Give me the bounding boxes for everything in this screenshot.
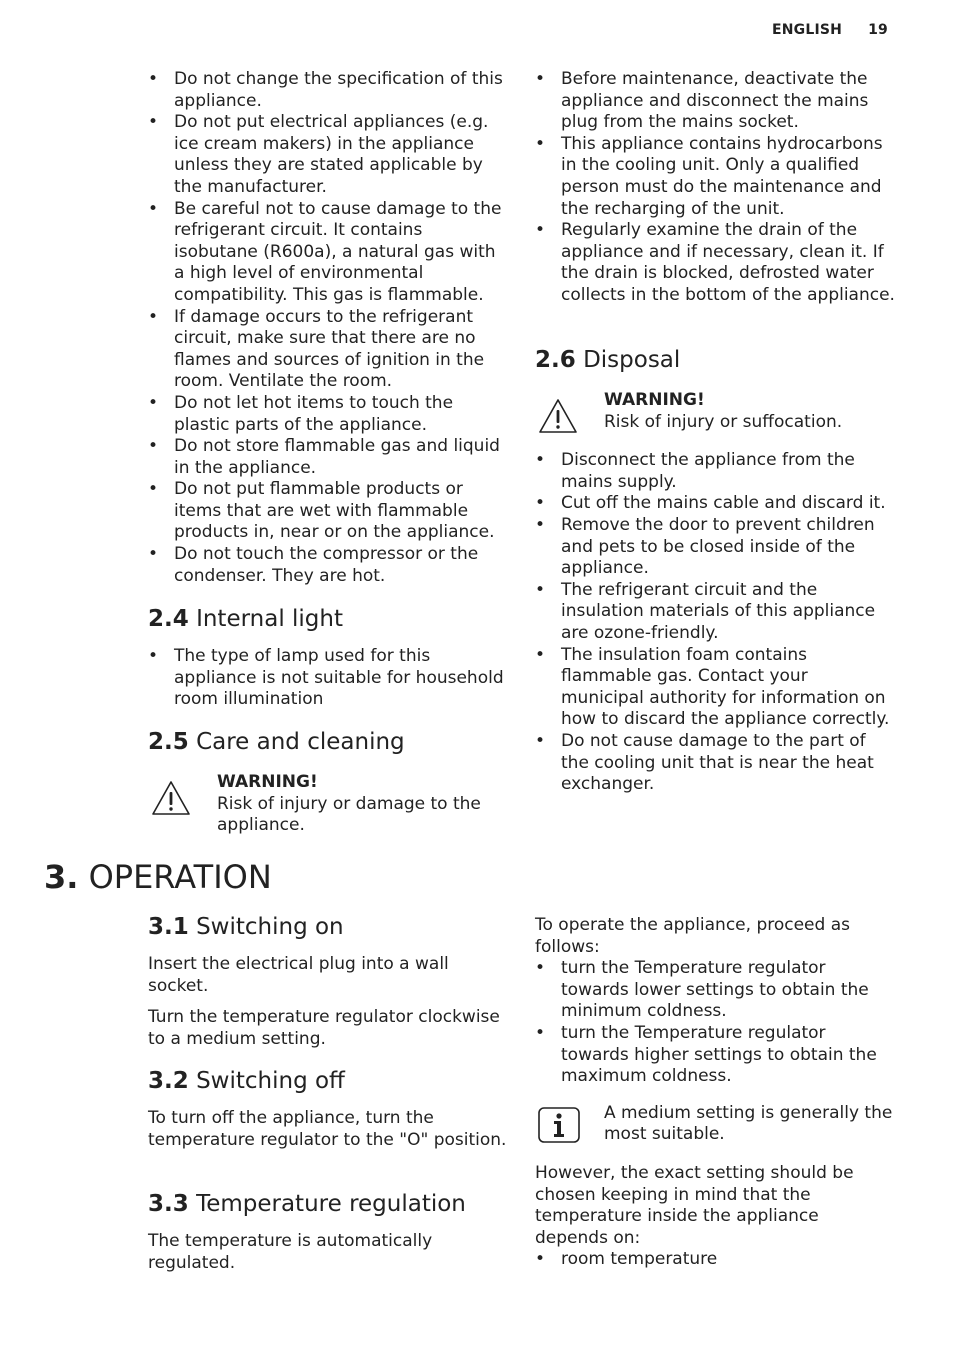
maintenance-list xyxy=(535,69,895,307)
internal-light-list xyxy=(148,646,508,711)
safety-list xyxy=(148,69,508,587)
section-heading: 2.4 Internal light xyxy=(148,606,343,632)
list-item: • Before maintenance, deactivate the appliance and disconnect the mains plug from the mains socket. xyxy=(535,69,895,134)
list-item: • Do not put electrical appliances (e.g. ice cream makers) in the appliance unless they are stated applicable by the manufacturer. xyxy=(148,112,508,198)
info-box xyxy=(535,1103,895,1146)
page-number: 19 xyxy=(868,22,888,38)
list-item: • Do not touch the compressor or the condenser. They are hot. xyxy=(148,544,508,587)
right-column-bottom xyxy=(535,915,895,1271)
list-item: • Disconnect the appliance from the mains supply. xyxy=(535,450,895,493)
section-heading: 3.1 Switching on xyxy=(148,914,344,940)
warning-title: WARNING! xyxy=(604,390,705,410)
section-heading: 2.5 Care and cleaning xyxy=(148,729,405,755)
list-item: • The insulation foam contains flammable gas. Contact your municipal authority for information on how to discard the appliance correctly. xyxy=(535,645,895,731)
warning-text: Risk of injury or suffocation. xyxy=(604,411,843,432)
list-item: • room temperature xyxy=(535,1249,895,1271)
list-item: • Cut off the mains cable and discard it. xyxy=(535,493,895,515)
paragraph: The temperature is automatically regulated. xyxy=(148,1231,433,1273)
list-item: • Regularly examine the drain of the appliance and if necessary, clean it. If the drain is blocked, defrosted water collects in the bottom of the appliance. xyxy=(535,220,895,306)
list-item: • Remove the door to prevent children and pets to be closed inside of the appliance. xyxy=(535,515,895,580)
list-item: • This appliance contains hydrocarbons in the cooling unit. Only a qualified person must do the maintenance and the recharging of the unit. xyxy=(535,134,895,220)
list-item: • The refrigerant circuit and the insulation materials of this appliance are ozone-friendly. xyxy=(535,580,895,645)
section-heading: 3.2 Switching off xyxy=(148,1068,345,1094)
paragraph: To turn off the appliance, turn the temperature regulator to the "O" position. xyxy=(148,1108,507,1150)
list-item: • Be careful not to cause damage to the refrigerant circuit. It contains isobutane (R600a), a natural gas with a high level of environmental compatibility. This gas is flammable. xyxy=(148,199,508,307)
warning-box xyxy=(148,772,508,837)
chapter-heading: 3. OPERATION xyxy=(44,858,272,896)
info-icon xyxy=(538,1107,580,1150)
right-column-top xyxy=(535,69,895,307)
warning-text: Risk of injury or damage to the appliance. xyxy=(217,793,481,836)
left-column-top xyxy=(148,69,508,587)
info-text: A medium setting is generally the most suitable. xyxy=(604,1102,893,1145)
section-2-5 xyxy=(148,728,508,837)
warning-title: WARNING! xyxy=(217,772,318,792)
section-2-4 xyxy=(148,605,508,711)
page-header xyxy=(772,22,888,38)
section-3-2 xyxy=(148,1067,508,1151)
section-3-3 xyxy=(148,1190,508,1274)
list-item: • The type of lamp used for this appliance is not suitable for household room illumination xyxy=(148,646,508,711)
list-item: • If damage occurs to the refrigerant circuit, make sure that there are no flames and sources of ignition in the room. Ventilate the room. xyxy=(148,307,508,393)
warning-triangle-icon xyxy=(151,780,191,823)
list-item: • Do not let hot items to touch the plastic parts of the appliance. xyxy=(148,393,508,436)
section-heading: 3.3 Temperature regulation xyxy=(148,1191,466,1217)
list-item: • Do not change the specification of this appliance. xyxy=(148,69,508,112)
list-item: • Do not put flammable products or items that are wet with flammable products in, near or on the appliance. xyxy=(148,479,508,544)
list-item: • turn the Temperature regulator towards lower settings to obtain the minimum coldness. xyxy=(535,958,895,1023)
section-heading: 2.6 Disposal xyxy=(535,347,681,373)
paragraph: Insert the electrical plug into a wall socket. xyxy=(148,954,449,996)
disposal-list xyxy=(535,450,895,796)
section-3-1 xyxy=(148,913,508,1050)
list-item: • Do not cause damage to the part of the cooling unit that is near the heat exchanger. xyxy=(535,731,895,796)
section-2-6 xyxy=(535,346,895,796)
paragraph: However, the exact setting should be chosen keeping in mind that the temperature inside the appliance depends on: xyxy=(535,1162,854,1248)
paragraph: Turn the temperature regulator clockwise to a medium setting. xyxy=(148,1007,500,1049)
list-item: • turn the Temperature regulator towards higher settings to obtain the maximum coldness. xyxy=(535,1023,895,1088)
depends-on-list xyxy=(535,1249,895,1271)
paragraph: To operate the appliance, proceed as follows: xyxy=(535,915,850,957)
list-item: • Do not store flammable gas and liquid in the appliance. xyxy=(148,436,508,479)
operation-list xyxy=(535,958,895,1088)
warning-triangle-icon xyxy=(538,398,578,441)
warning-box xyxy=(535,390,895,433)
language-label: ENGLISH xyxy=(772,22,843,38)
